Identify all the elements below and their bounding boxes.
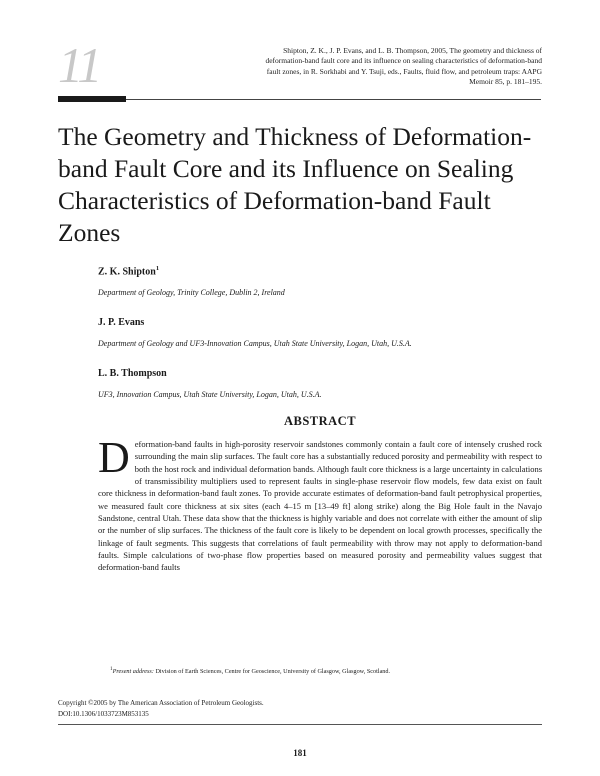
author-footnote-marker: 1: [155, 265, 160, 272]
footer-rule: [58, 724, 542, 725]
page-number: 181: [293, 748, 307, 758]
author-affiliation: UF3, Innovation Campus, Utah State University, Logan, Utah, U.S.A.: [98, 390, 322, 400]
author-name: [98, 262, 548, 278]
author-name: J. P. Evans: [98, 317, 145, 329]
author-affiliation: Department of Geology, Trinity College, Dublin 2, Ireland: [98, 288, 285, 298]
footnote-text: Division of Earth Sciences, Centre for Geoscience, University of Glasgow, Glasgow, Scotland.: [153, 668, 391, 676]
author-name-text: Z. K. Shipton: [98, 266, 156, 278]
header-rule: [126, 99, 541, 100]
footnote-label: Present address:: [112, 668, 154, 676]
footnote-marker: 1: [110, 666, 113, 672]
paper-title: The Geometry and Thickness of Deformation-band Fault Core and its Influence on Sealing Characteristics of Deformation-band Fault Zones: [58, 122, 532, 247]
copyright-line: Copyright ©2005 by The American Association of Petroleum Geologists.: [58, 699, 264, 707]
drop-cap: D: [98, 433, 130, 482]
author-block: [98, 367, 548, 400]
chapter-bar: [58, 96, 126, 102]
abstract-text: eformation-band faults in high-porosity reservoir sandstones commonly contain a fault core of intensely crushed rock surrounding the main slip surfaces. The fault core has a substantially reduced porosity and permeability with respect to both the host rock and individual deformation bands. Although fault core thickness is a large uncertainty in calculations of transmissibility multipliers used to represent faults in single-phase reservoir flow models, few data exist on fault core thickness in deformation-band fault zones. To provide accurate estimates of deformation-band fault petrophysical properties, we measured fault core thickness at six sites (each 4–15 m [13–49 ft] along strike) along the Big Hole fault in the Navajo Sandstone, central Utah. These data show that the thickness is highly variable and does not correlate with either the amount of slip or the number of slip surfaces. The thickness of the fault core is likely to be dependent on local growth processes, specifically the linkage of fault segments. This suggests that correlations of fault permeability with throw may not apply to deformation-band faults. Simple calculations of two-phase flow properties based on measured porosity and permeability values suggest that deformation-band faults: [98, 439, 542, 573]
abstract-heading: ABSTRACT: [283, 414, 357, 428]
chapter-number: 11: [58, 37, 101, 93]
author-list: [98, 262, 548, 418]
author-affiliation: Department of Geology and UF3-Innovation Campus, Utah State University, Logan, Utah, U.S.A.: [98, 339, 412, 349]
author-block: [98, 262, 548, 298]
author-block: [98, 316, 548, 349]
footnote: [110, 665, 550, 676]
author-name: L. B. Thompson: [98, 368, 167, 380]
copyright-block: [58, 698, 538, 720]
abstract-body: [98, 433, 542, 574]
doi-line: DOI:10.1306/1033723M853135: [58, 710, 149, 718]
citation: Shipton, Z. K., J. P. Evans, and L. B. Thompson, 2005, The geometry and thickness of deformation-band fault core and its influence on sealing characteristics of deformation-band fault zones, in R. Sorkhabi and Y. Tsuji, eds., Faults, fluid flow, and petroleum traps: AAPG Memoir 85, p. 181–195.: [265, 46, 542, 86]
